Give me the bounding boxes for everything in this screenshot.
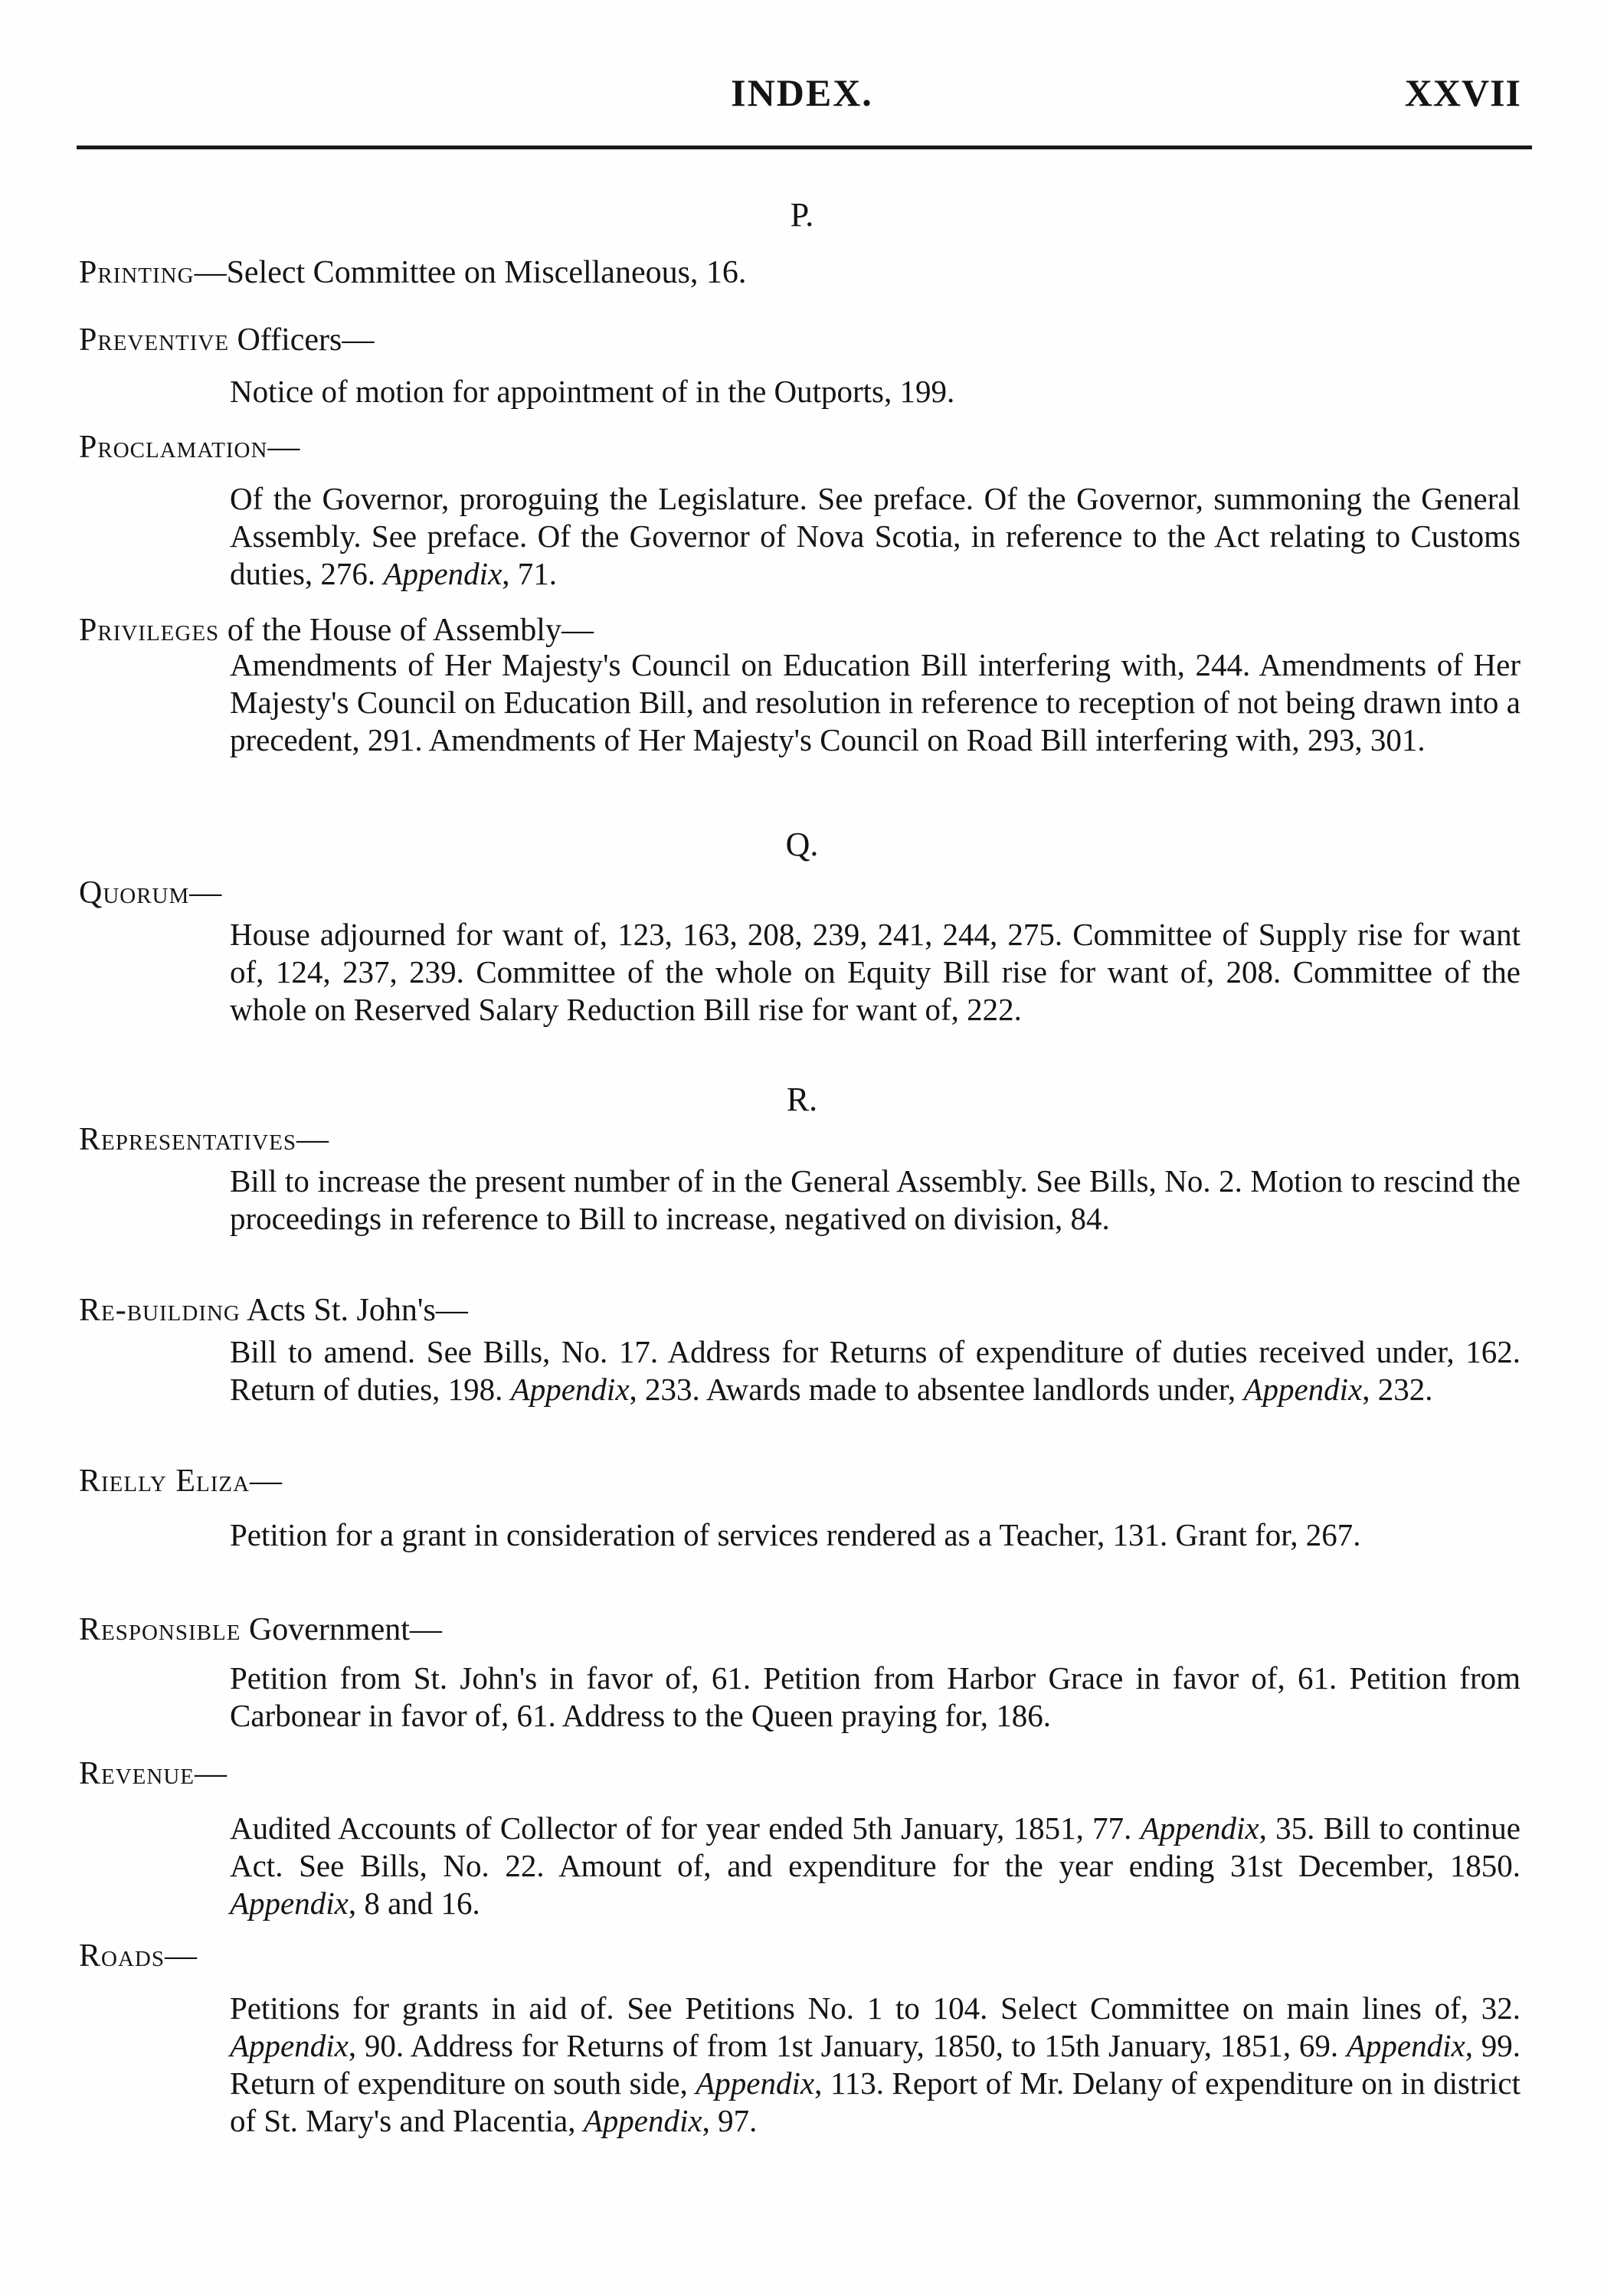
entry-text: , 97. bbox=[702, 2103, 758, 2138]
entry-text: Bill to increase the present number of in the General Assembly. See Bills, No. 2. Motion to rescind the proceedings in reference to Bill to increase, negatived on division, 84. bbox=[230, 1163, 1521, 1236]
entry-text: , 35. Bill to continue Act. See Bills, No. 22. Amount of, and expenditure for the year ending 31st December, 1850. bbox=[230, 1810, 1521, 1883]
entry-heading-keyword: Re-building bbox=[79, 1293, 241, 1328]
entry-heading-text: — bbox=[296, 1122, 329, 1157]
entry-body-revenue bbox=[230, 1810, 1521, 1922]
entry-heading-printing bbox=[79, 253, 1534, 293]
entry-text: Audited Accounts of Collector of for year ended 5th January, 1851, 77. bbox=[230, 1810, 1141, 1846]
entry-body-rielly bbox=[230, 1516, 1521, 1554]
entry-heading-keyword: Privileges bbox=[79, 613, 220, 648]
entry-heading-keyword: Printing bbox=[79, 255, 195, 290]
entry-text: , 71. bbox=[502, 556, 558, 591]
appendix-ref: Appendix bbox=[1243, 1372, 1363, 1407]
entry-heading-roads bbox=[79, 1936, 1534, 1976]
entry-heading-representatives bbox=[79, 1120, 1534, 1159]
entry-heading-text: — bbox=[189, 875, 222, 911]
entry-text: , 8 and 16. bbox=[348, 1886, 480, 1921]
entry-heading-text: — bbox=[267, 430, 300, 465]
entry-body-proclamation bbox=[230, 480, 1521, 593]
entry-body-roads bbox=[230, 1990, 1521, 2140]
appendix-ref: Appendix bbox=[1346, 2028, 1465, 2063]
header-rule bbox=[77, 146, 1532, 149]
entry-text: Notice of motion for appointment of in the Outports, 199. bbox=[230, 374, 955, 409]
entry-body-quorum bbox=[230, 916, 1521, 1029]
entry-heading-privileges bbox=[79, 610, 1534, 650]
section-letter-q: Q. bbox=[785, 826, 819, 863]
entry-heading-quorum bbox=[79, 873, 1534, 913]
entry-heading-keyword: Proclamation bbox=[79, 430, 268, 465]
entry-heading-rebuilding bbox=[79, 1290, 1534, 1330]
entry-heading-keyword: Representatives bbox=[79, 1122, 296, 1157]
entry-heading-text: of the House of Assembly— bbox=[219, 613, 594, 648]
entry-heading-keyword: Responsible bbox=[79, 1612, 241, 1647]
entry-text: House adjourned for want of, 123, 163, 208, 239, 241, 244, 275. Committee of Supply rise for want of, 124, 237, 239. Committee of the whole on Equity Bill rise for want of, 208. Committee of the whole on Reserved Salary Reduction Bill rise for want of, 222. bbox=[230, 917, 1521, 1027]
entry-heading-text: — bbox=[164, 1938, 197, 1974]
entry-heading-text: Acts St. John's— bbox=[240, 1293, 468, 1328]
entry-text: , 233. Awards made to absentee landlords under, bbox=[629, 1372, 1244, 1407]
appendix-ref: Appendix bbox=[1140, 1810, 1259, 1846]
entry-text: Bill to amend. See Bills, No. 17. Address for Returns of expenditure of duties received under, 162. Return of duties, 198. bbox=[230, 1334, 1521, 1407]
entry-heading-keyword: Revenue bbox=[79, 1756, 195, 1791]
entry-heading-keyword: Quorum bbox=[79, 875, 190, 911]
page-number: XXVII bbox=[1404, 71, 1521, 114]
entry-heading-text: Government— bbox=[241, 1612, 442, 1647]
appendix-ref: Appendix bbox=[383, 556, 502, 591]
entry-text: , 232. bbox=[1362, 1372, 1433, 1407]
entry-body-responsible bbox=[230, 1660, 1521, 1735]
entry-heading-proclamation bbox=[79, 427, 1534, 467]
appendix-ref: Appendix bbox=[583, 2103, 702, 2138]
section-letter-r: R. bbox=[786, 1081, 818, 1118]
entry-heading-revenue bbox=[79, 1754, 1534, 1794]
entry-heading-responsible bbox=[79, 1610, 1534, 1650]
entry-body-representatives bbox=[230, 1163, 1521, 1238]
entry-text: Of the Governor, proroguing the Legislature. See preface. Of the Governor, summoning the General Assembly. See preface. Of the Governor of Nova Scotia, in reference to the Act relating to Customs duties, 276. bbox=[230, 481, 1521, 591]
entry-body-preventive bbox=[230, 373, 1521, 410]
entry-heading-text: — bbox=[195, 1756, 227, 1791]
entry-text: Petition for a grant in consideration of services rendered as a Teacher, 131. Grant for, 267. bbox=[230, 1517, 1361, 1552]
running-head-title: INDEX. bbox=[731, 71, 873, 114]
entry-body-privileges bbox=[230, 646, 1521, 759]
entry-text: , 90. Address for Returns of from 1st January, 1850, to 15th January, 1851, 69. bbox=[348, 2028, 1347, 2063]
entry-heading-text: — bbox=[250, 1464, 283, 1499]
entry-heading-rielly bbox=[79, 1461, 1534, 1501]
entry-heading-keyword: Roads bbox=[79, 1938, 165, 1974]
entry-heading-keyword: Rielly Eliza bbox=[79, 1464, 250, 1499]
entry-text: Petitions for grants in aid of. See Petitions No. 1 to 104. Select Committee on main lines of, 32. bbox=[230, 1990, 1521, 2026]
appendix-ref: Appendix bbox=[510, 1372, 630, 1407]
entry-text: Petition from St. John's in favor of, 61. Petition from Harbor Grace in favor of, 61. Petition from Carbonear in favor of, 61. Address to the Queen praying for, 186. bbox=[230, 1660, 1521, 1733]
entry-heading-text: —Select Committee on Miscellaneous, 16. bbox=[194, 255, 747, 290]
entry-text: , 99. Return of expenditure on south side, bbox=[230, 2028, 1521, 2101]
entry-text: , 113. Report of Mr. Delany of expenditure on in district of St. Mary's and Placentia, bbox=[230, 2065, 1521, 2138]
entry-heading-keyword: Preventive bbox=[79, 322, 230, 358]
entry-heading-text: Officers— bbox=[229, 322, 375, 358]
appendix-ref: Appendix bbox=[230, 2028, 349, 2063]
appendix-ref: Appendix bbox=[696, 2065, 815, 2101]
section-letter-p: P. bbox=[790, 196, 814, 234]
entry-heading-preventive bbox=[79, 320, 1534, 360]
appendix-ref: Appendix bbox=[230, 1886, 349, 1921]
entry-text: Amendments of Her Majesty's Council on Education Bill interfering with, 244. Amendments of Her Majesty's Council on Education Bill, and resolution in reference to reception of not being drawn into a precedent, 291. Amendments of Her Majesty's Council on Road Bill interfering with, 293, 301. bbox=[230, 647, 1521, 757]
entry-body-rebuilding bbox=[230, 1333, 1521, 1408]
